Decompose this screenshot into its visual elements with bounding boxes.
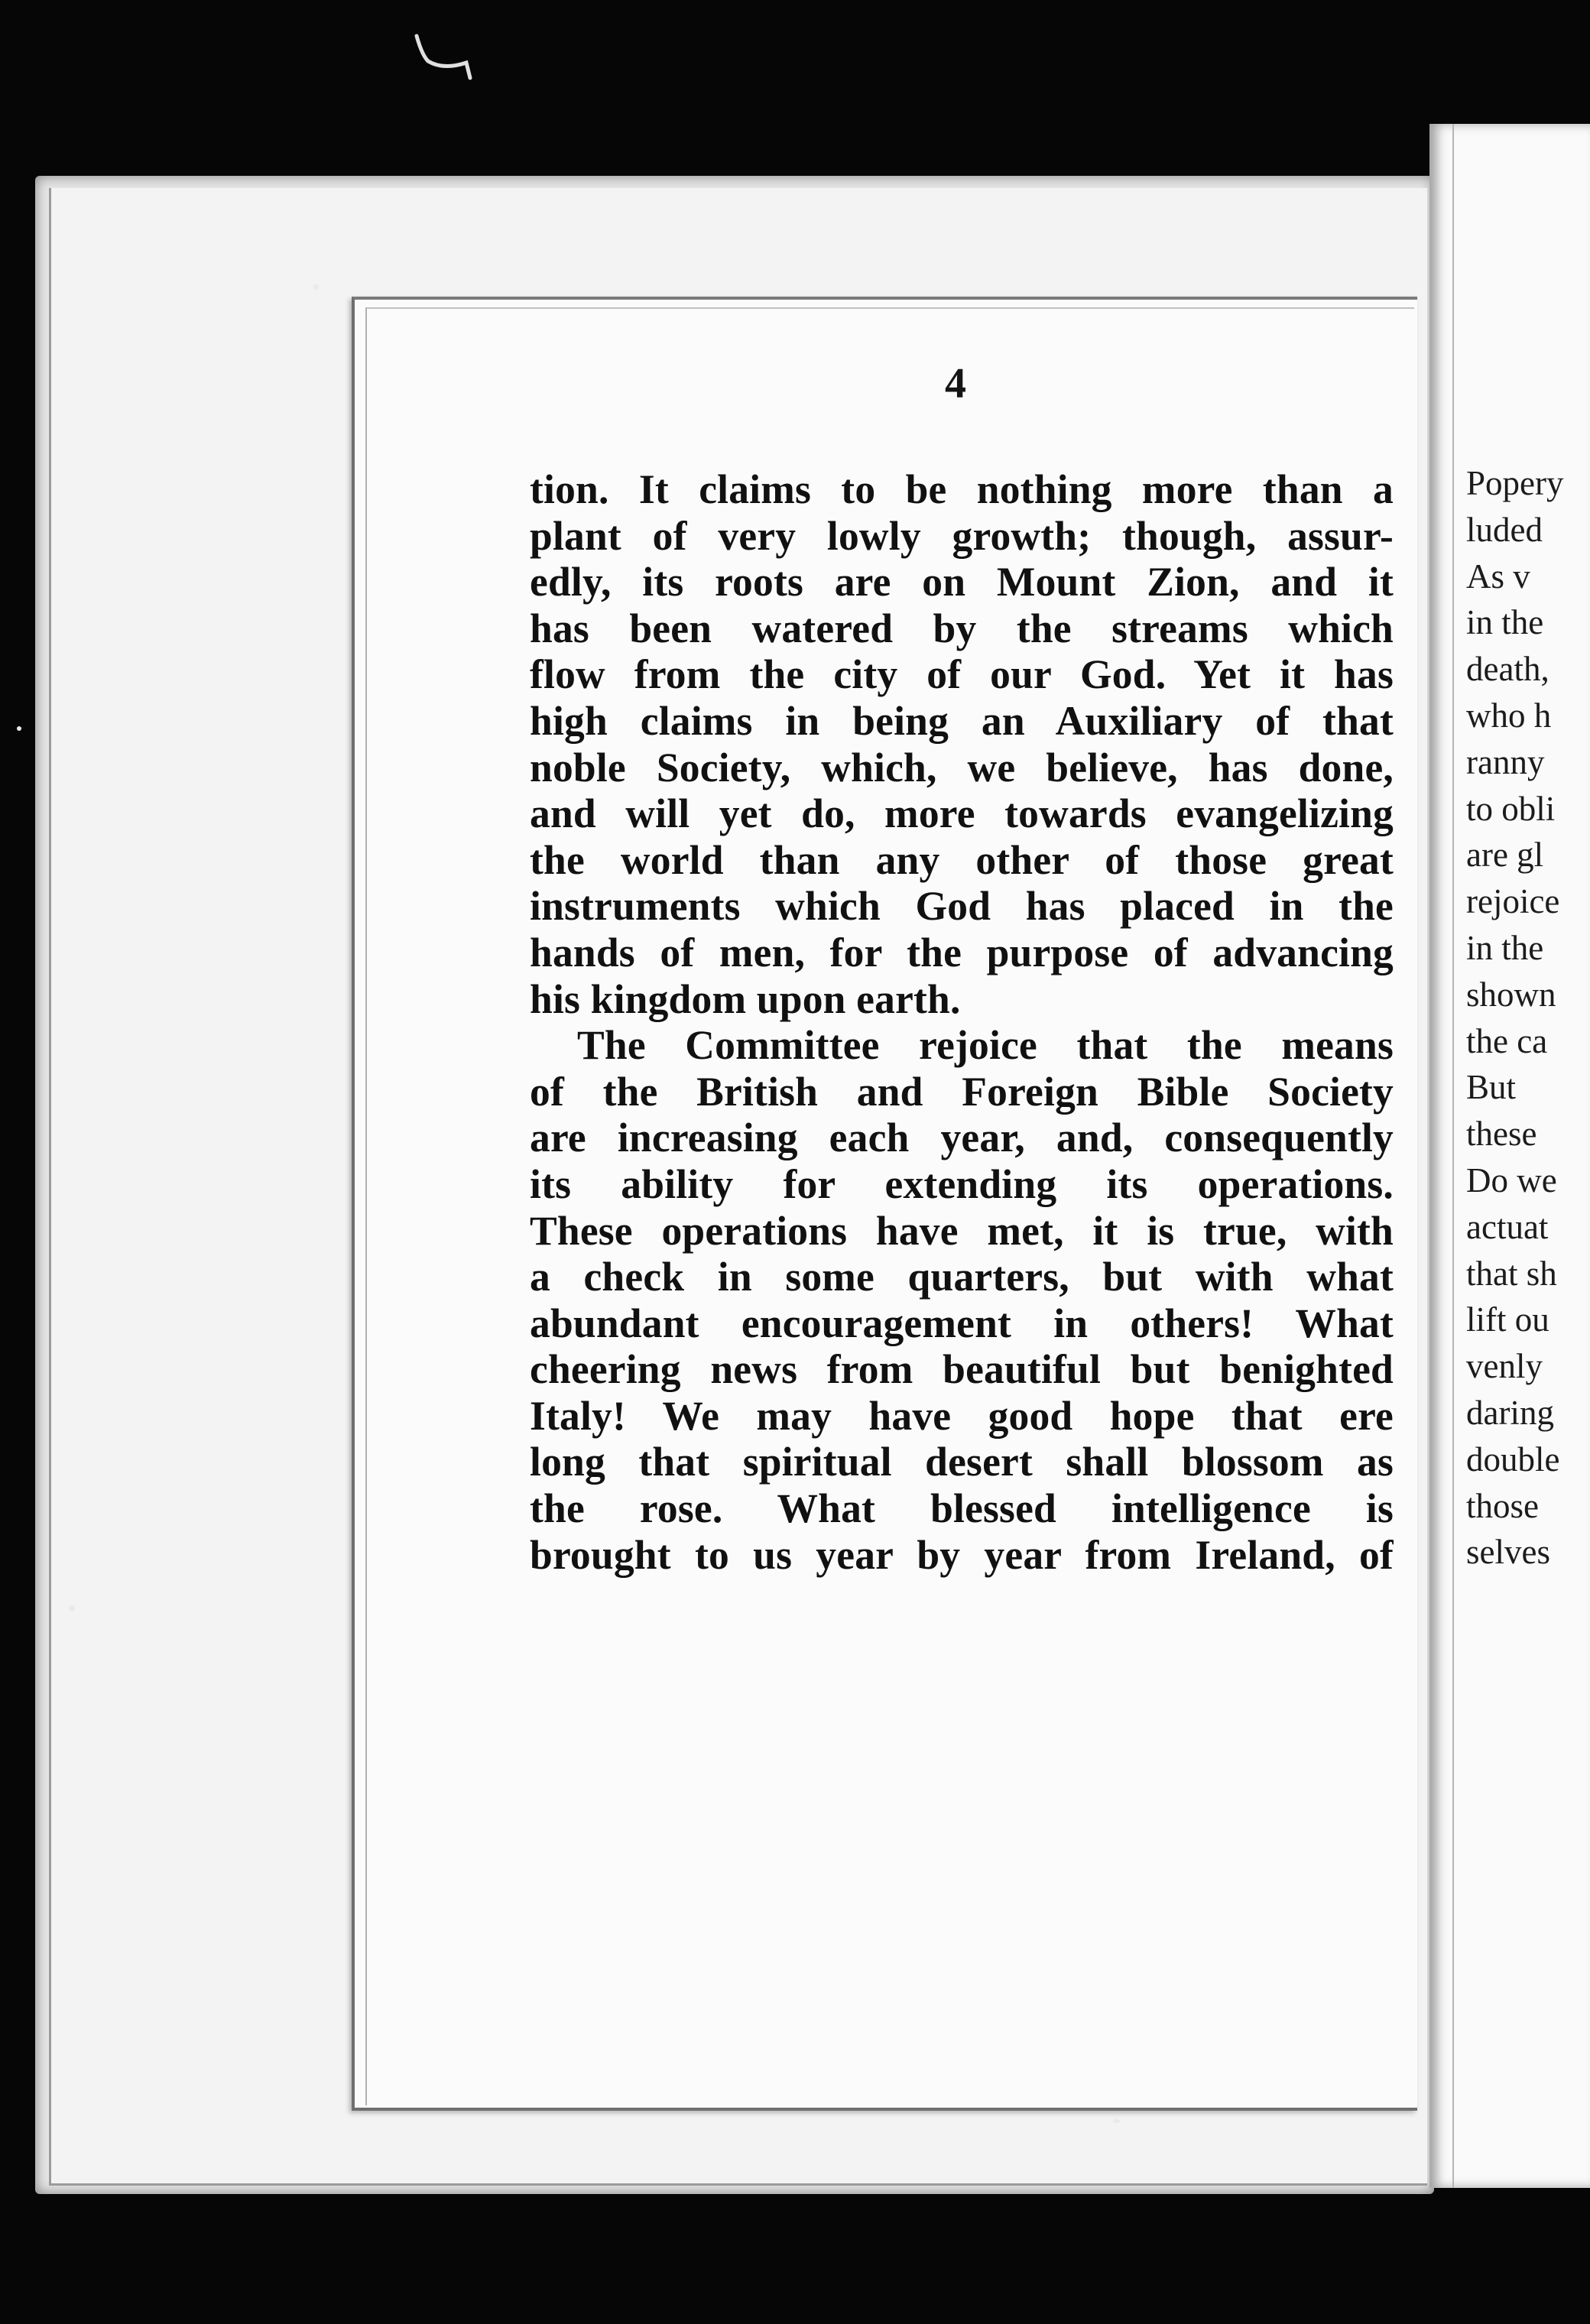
text-line: its ability for extending its operations.	[530, 1160, 1394, 1207]
facing-page-line: rejoice	[1466, 882, 1560, 921]
text-line: edly, its roots are on Mount Zion, and it	[530, 559, 1394, 605]
text-line: cheering news from beautiful but benighted	[530, 1346, 1394, 1393]
facing-page-line: the ca	[1466, 1021, 1548, 1060]
ink-scribble-mark	[413, 32, 489, 93]
text-line: his kingdom upon earth.	[530, 975, 961, 1022]
text-line: of the British and Foreign Bible Society	[530, 1068, 1394, 1115]
dust-speck	[17, 726, 21, 731]
facing-page-line: lift ou	[1466, 1300, 1549, 1339]
dust-speck	[313, 284, 319, 290]
text-line: brought to us year by year from Ireland, of	[530, 1531, 1394, 1578]
text-line: tion. It claims to be nothing more than a	[530, 466, 1394, 512]
text-line: and will yet do, more towards evangelizing	[530, 790, 1394, 837]
text-line: plant of very lowly growth; though, assur-	[530, 512, 1394, 559]
dust-speck	[69, 1605, 75, 1612]
page-body-text	[530, 466, 1394, 1578]
facing-page-line: But	[1466, 1068, 1517, 1107]
facing-page-line: double	[1466, 1440, 1560, 1478]
facing-page-line: in the	[1466, 928, 1544, 967]
facing-page-line: Do we	[1466, 1160, 1557, 1199]
facing-page	[1429, 124, 1590, 2188]
page-number: 4	[945, 360, 966, 407]
facing-page-line: in the	[1466, 603, 1544, 642]
text-line: are increasing each year, and, consequently	[530, 1115, 1394, 1161]
facing-page-line: death,	[1466, 650, 1549, 689]
text-line: instruments which God has placed in the	[530, 883, 1394, 930]
text-line: a check in some quarters, but with what	[530, 1254, 1394, 1300]
text-line: the rose. What blessed intelligence is	[530, 1485, 1394, 1532]
facing-page-line: those	[1466, 1486, 1539, 1525]
text-line: has been watered by the streams which	[530, 605, 1394, 651]
facing-page-line: to obli	[1466, 789, 1556, 828]
text-line: high claims in being an Auxiliary of that	[530, 697, 1394, 744]
dust-speck	[1113, 2119, 1120, 2123]
text-line: abundant encouragement in others! What	[530, 1300, 1394, 1346]
facing-page-line: shown	[1466, 975, 1556, 1014]
text-line: hands of men, for the purpose of advancing	[530, 929, 1394, 975]
text-line: The Committee rejoice that the means	[577, 1022, 1394, 1069]
facing-page-line: ranny	[1466, 742, 1545, 781]
text-line: flow from the city of our God. Yet it has	[530, 651, 1394, 698]
facing-page-line: are gl	[1466, 836, 1544, 875]
facing-page-line: As v	[1466, 557, 1530, 596]
facing-page-line: Popery	[1466, 464, 1564, 502]
text-line: noble Society, which, we believe, has done,	[530, 744, 1394, 790]
facing-page-line: that sh	[1466, 1254, 1557, 1293]
text-line: Italy! We may have good hope that ere	[530, 1392, 1394, 1439]
facing-page-line: these	[1466, 1115, 1537, 1154]
facing-page-line: selves	[1466, 1533, 1550, 1572]
facing-page-line: luded	[1466, 510, 1543, 549]
facing-page-line: actuat	[1466, 1207, 1549, 1246]
text-line: long that spiritual desert shall blossom as	[530, 1439, 1394, 1485]
facing-page-text	[1466, 460, 1564, 1576]
facing-page-gutter-edge	[1452, 124, 1454, 2188]
facing-page-line: who h	[1466, 696, 1552, 735]
text-line: the world than any other of those great	[530, 836, 1394, 883]
facing-page-line: venly	[1466, 1347, 1543, 1386]
text-line: These operations have met, it is true, with	[530, 1207, 1394, 1254]
facing-page-line: daring	[1466, 1393, 1554, 1432]
